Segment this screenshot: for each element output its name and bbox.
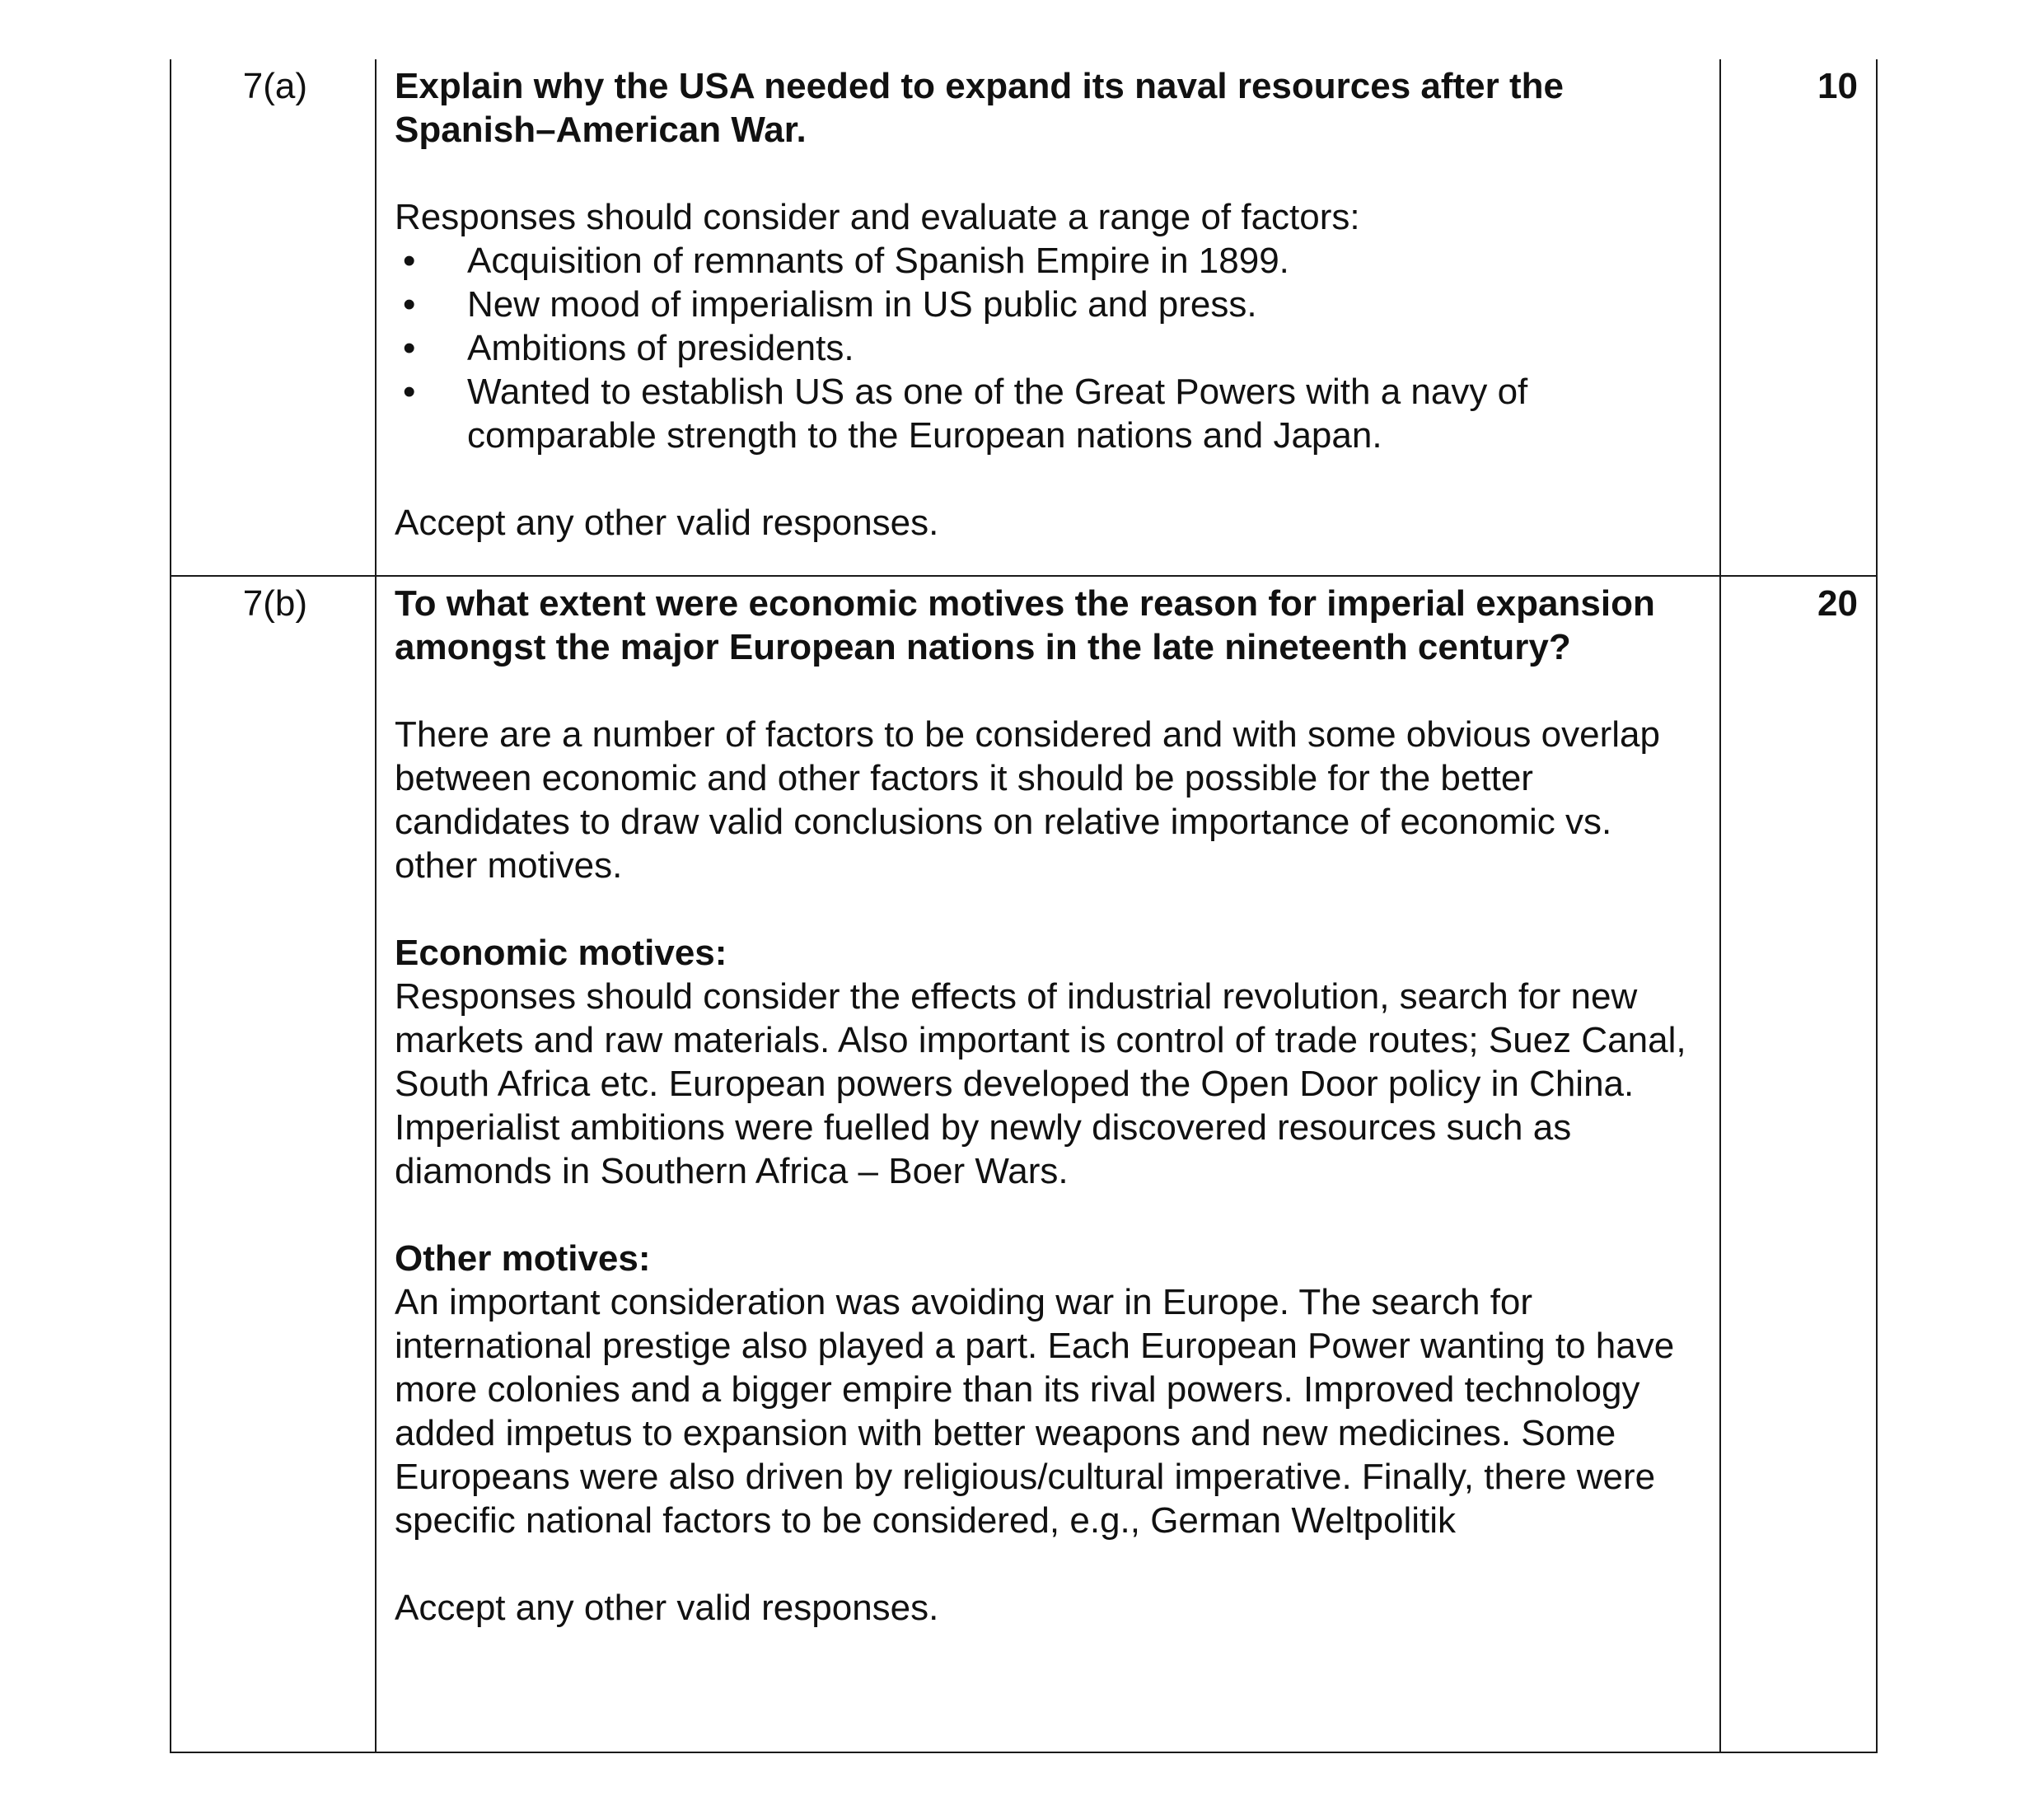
- list-item: • New mood of imperialism in US public and press.: [403, 284, 1257, 325]
- table-row-7a: [171, 59, 1877, 576]
- question-text: Explain why the USA needed to expand its naval resources after the Spanish–American War.: [395, 66, 1564, 150]
- bullet-icon: •: [403, 372, 416, 412]
- closing-text: Accept any other valid responses.: [395, 1588, 939, 1628]
- list-item: • Acquisition of remnants of Spanish Empire in 1899.: [403, 241, 1289, 281]
- question-number: 7(a): [171, 59, 376, 576]
- table-row-7b: [171, 576, 1877, 1752]
- section-heading-economic: Economic motives:: [395, 933, 727, 973]
- bullet-icon: •: [403, 241, 416, 281]
- list-item: • Ambitions of presidents.: [403, 328, 854, 368]
- closing-text: Accept any other valid responses.: [395, 503, 939, 543]
- intro-text: Responses should consider and evaluate a range of factors:: [395, 197, 1360, 237]
- intro-text: There are a number of factors to be considered and with some obvious overlap between economic and other factors it should be possible for the better candidates to draw valid conclusions on relative importance of economic vs. other motives.: [395, 714, 1660, 886]
- section-text-other: An important consideration was avoiding war in Europe. The search for international prestige also played a part. Each European Power wanting to have more colonies and a bigger empire than its rival powers. Improved technology added impetus to expansion with better weapons and new medicines. Some Europeans were also driven by religious/cultural imperative. Finally, there were specific national factors to be considered, e.g., German Weltpolitik: [395, 1282, 1675, 1541]
- bullet-icon: •: [403, 328, 416, 368]
- factor-list: [395, 239, 1703, 457]
- question-number: 7(b): [171, 576, 376, 1752]
- section-text-economic: Responses should consider the effects of industrial revolution, search for new markets and raw materials. Also important is control of trade routes; Suez Canal, South Africa etc. European powers developed the Open Door policy in China. Imperialist ambitions were fuelled by newly discovered resources such as diamonds in Southern Africa – Boer Wars.: [395, 976, 1686, 1191]
- bullet-icon: •: [403, 284, 416, 325]
- mark-scheme-table: [170, 59, 1878, 1753]
- section-heading-other: Other motives:: [395, 1238, 651, 1279]
- question-text: To what extent were economic motives the reason for imperial expansion amongst the major European nations in the late nineteenth century?: [395, 583, 1655, 667]
- answer-cell: [376, 59, 1720, 576]
- marks-value: 20: [1720, 576, 1877, 1752]
- marks-value: 10: [1720, 59, 1877, 576]
- answer-cell: [376, 576, 1720, 1752]
- list-item: • Wanted to establish US as one of the Great Powers with a navy of comparable strength to the European nations and Japan.: [403, 372, 1528, 456]
